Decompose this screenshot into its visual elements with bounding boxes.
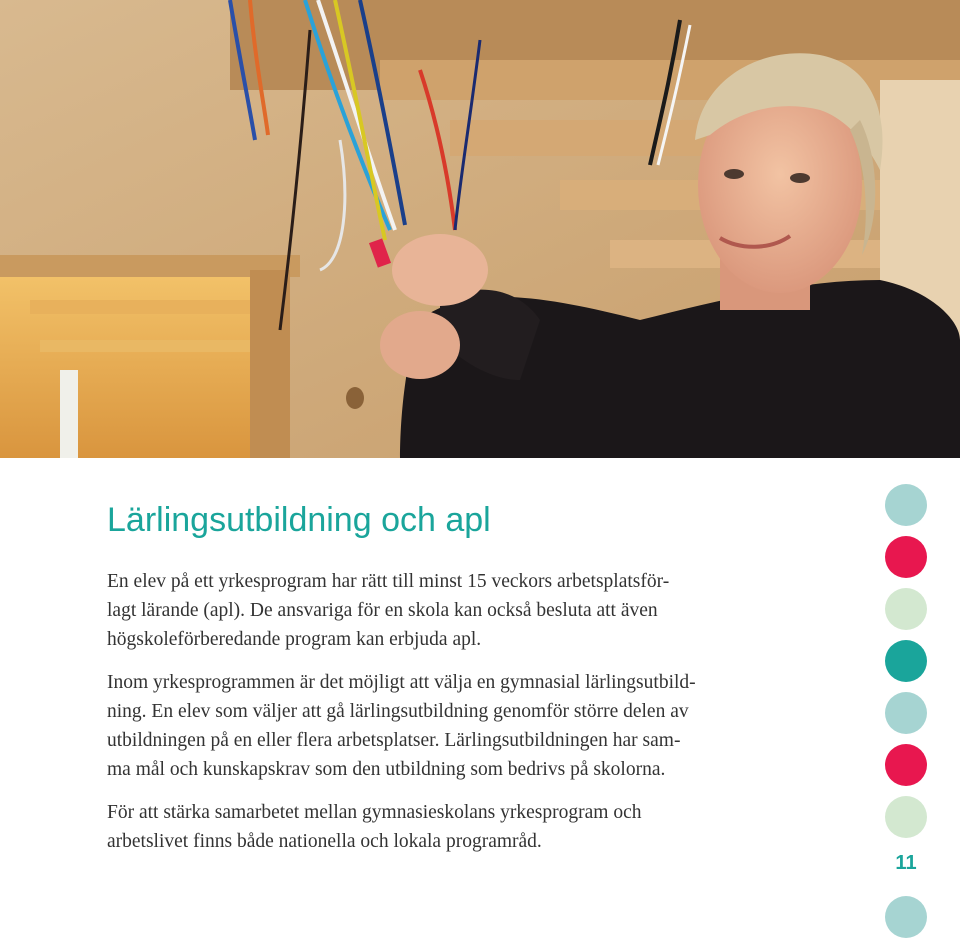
text-line: lagt lärande (apl). De ansvariga för en skola kan också besluta att även [107, 599, 658, 621]
decorative-dot [885, 640, 927, 682]
header-photo [0, 0, 960, 458]
text-line: Inom yrkesprogrammen är det möjligt att välja en gymnasial lärlingsutbild- [107, 671, 696, 693]
paragraph-programrad [107, 798, 757, 856]
text-line: utbildningen på en eller flera arbetsplatser. Lärlingsutbildningen har sam- [107, 729, 681, 751]
page-number: 11 [895, 852, 917, 874]
decorative-dot [885, 588, 927, 630]
paragraph-apl [107, 567, 757, 654]
text-line: För att stärka samarbetet mellan gymnasieskolans yrkesprogram och [107, 801, 642, 823]
decorative-dot [885, 536, 927, 578]
text-line: högskoleförberedande program kan erbjuda apl. [107, 628, 482, 650]
decorative-dot [885, 484, 927, 526]
photo-electrician-student [0, 0, 960, 458]
article-body [107, 500, 757, 870]
decorative-dot [885, 744, 927, 786]
page-title: Lärlingsutbildning och apl [107, 501, 491, 539]
text-line: ning. En elev som väljer att gå lärlingsutbildning genomför större delen av [107, 700, 689, 722]
text-line: ma mål och kunskapskrav som den utbildning som bedrivs på skolorna. [107, 758, 666, 780]
decorative-dot [885, 796, 927, 838]
text-line: En elev på ett yrkesprogram har rätt till minst 15 veckors arbetsplatsför- [107, 570, 670, 592]
text-line: arbetslivet finns både nationella och lokala programråd. [107, 830, 542, 852]
paragraph-larlingsutbildning [107, 668, 757, 784]
decorative-dot [885, 692, 927, 734]
decorative-dot [885, 896, 927, 938]
